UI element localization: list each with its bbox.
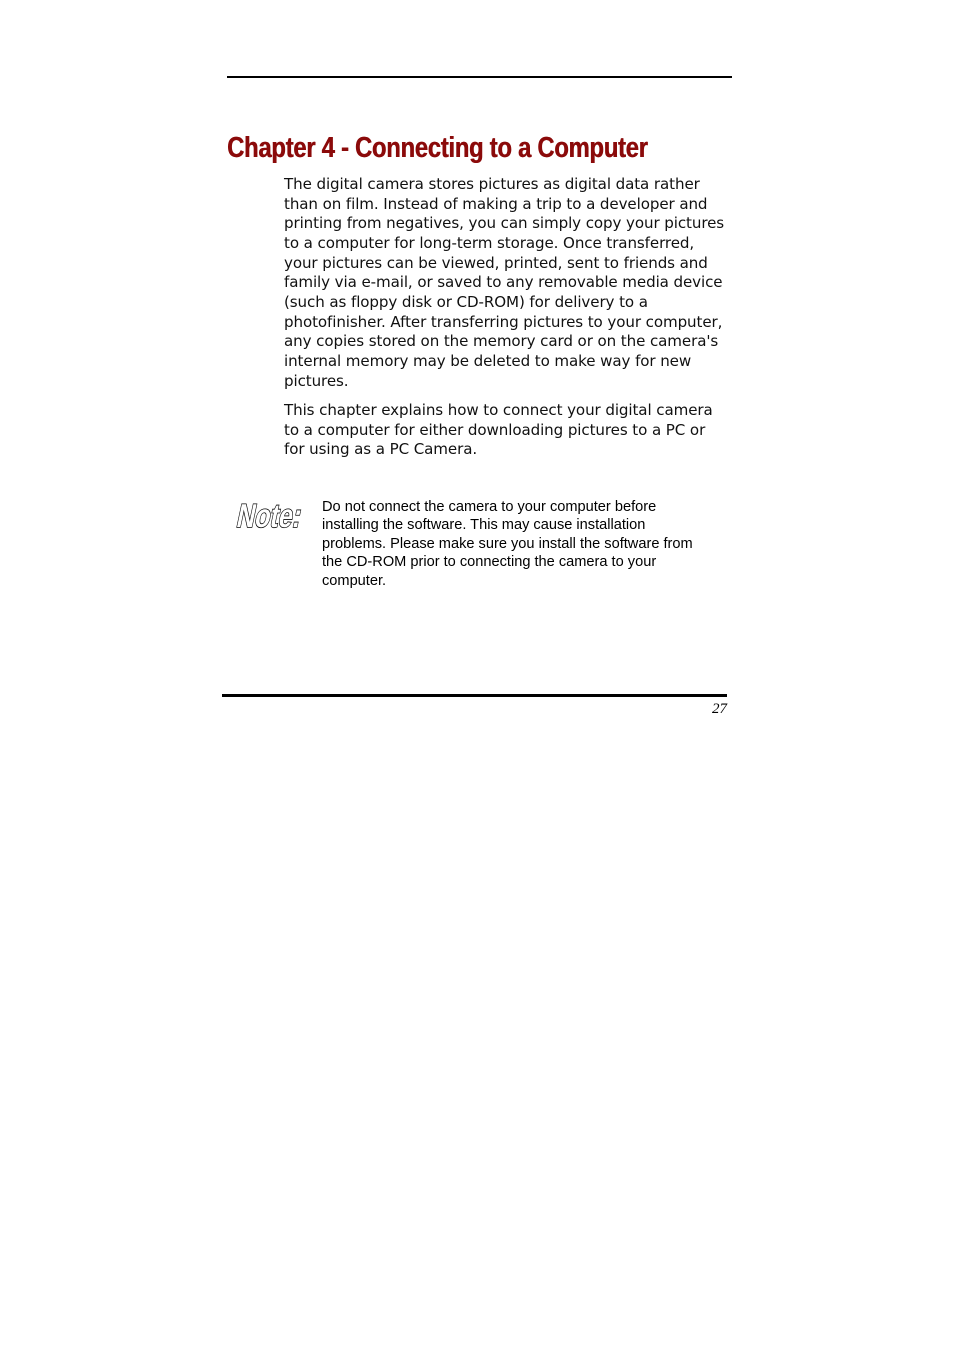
note-icon	[233, 496, 326, 535]
header-rule	[227, 76, 732, 78]
intro-paragraph: The digital camera stores pictures as digital data rather than on film. Instead of making a trip to a developer and printing from negatives, you can simply copy your pictures to a computer for long-term storage. Once transferred, your pictures can be viewed, printed, sent to friends and family via e-mail, or saved to any removable media device (such as floppy disk or CD-ROM) for delivery to a photofinisher. After transferring pictures to your computer, any copies stored on the memory card or on the camera's internal memory may be deleted to make way for new pictures.	[284, 175, 725, 390]
chapter-title: Chapter 4 - Connecting to a Computer	[227, 132, 648, 164]
footer-rule	[222, 694, 727, 697]
chapter-overview-paragraph: This chapter explains how to connect your digital camera to a computer for either downloading pictures to a PC or for using as a PC Camera.	[284, 401, 713, 459]
page-number: 27	[712, 701, 727, 717]
note-text: Do not connect the camera to your computer before installing the software. This may cause installation problems. Please make sure you install the software from the CD-ROM prior to connecting the camera to your computer.	[322, 499, 693, 589]
note-label: Note:	[233, 498, 326, 535]
